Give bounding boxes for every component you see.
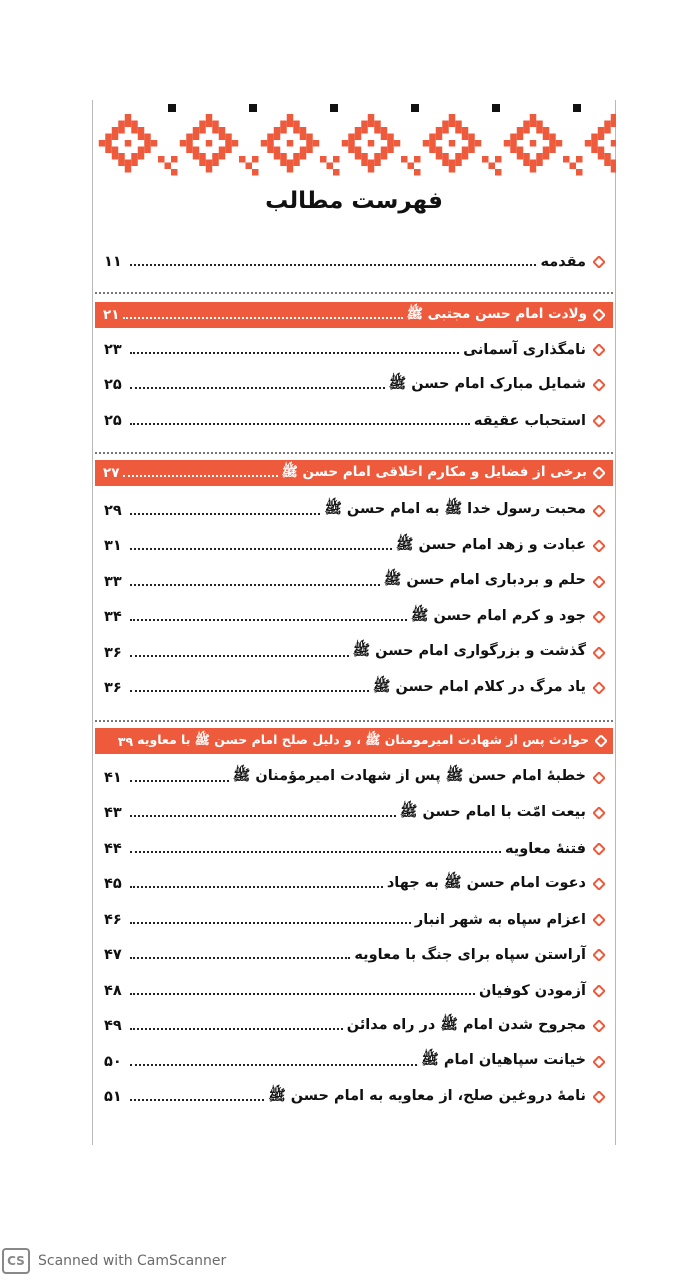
diamond-bullet-icon (593, 309, 605, 321)
diamond-bullet-icon (592, 414, 606, 428)
diamond-bullet-icon (592, 1019, 606, 1033)
toc-row[interactable] (104, 1044, 606, 1080)
leader-dots (130, 264, 536, 266)
toc-label: خطبهٔ امام حسن ﷺ پس از شهادت امیرمؤمنان ﷺ (232, 768, 586, 785)
camscanner-logo-icon: CS (2, 1248, 30, 1274)
toc-row[interactable] (104, 973, 606, 1009)
diamond-bullet-icon (592, 842, 606, 856)
toc-label: نامگذاری آسمانی (463, 341, 586, 358)
leader-dots (130, 619, 407, 621)
toc-row[interactable] (104, 332, 606, 368)
toc-row[interactable] (104, 529, 606, 565)
page-number: ۳۳ (104, 573, 122, 590)
toc-row[interactable] (104, 938, 606, 974)
leader-dots (130, 1028, 343, 1030)
leader-dots (130, 993, 475, 995)
page-number: ۲۵ (104, 412, 122, 429)
toc-row[interactable] (104, 671, 606, 707)
leader-dots (130, 1064, 417, 1066)
diamond-bullet-icon (592, 984, 606, 998)
chevron-accent (158, 156, 178, 176)
leader-dots (130, 886, 383, 888)
diamond-bullet-icon (592, 877, 606, 891)
toc-row[interactable] (104, 368, 606, 404)
diamond-bullet-icon (592, 343, 606, 357)
section-title: برخی از فضایل و مکارم اخلاقی امام حسن ﷺ (281, 464, 587, 480)
page-number: ۳۶ (104, 644, 122, 661)
toc-row[interactable] (104, 564, 606, 600)
leader-dots (130, 423, 470, 425)
toc-row[interactable] (104, 867, 606, 903)
toc-row[interactable] (104, 635, 606, 671)
toc-label: آراستن سپاه برای جنگ با معاویه (354, 947, 586, 964)
toc-row[interactable] (104, 831, 606, 867)
section-1-list (104, 332, 606, 439)
camscanner-watermark (2, 1246, 226, 1276)
diamond-bullet-icon (592, 378, 606, 392)
toc-label: عبادت و زهد امام حسن ﷺ (395, 536, 586, 553)
page-number: ۲۳ (104, 341, 122, 358)
toc-label: بیعت امّت با امام حسن ﷺ (399, 803, 586, 820)
black-square (492, 104, 500, 112)
diamond-bullet-icon (592, 504, 606, 518)
decorative-border (92, 96, 616, 188)
black-square (573, 104, 581, 112)
leader-dots (130, 584, 380, 586)
leader-dots (130, 1099, 264, 1101)
toc-row[interactable] (104, 1080, 606, 1116)
leader-dots (130, 957, 350, 959)
leader-dots (130, 815, 396, 817)
diamond-motif (342, 114, 401, 173)
diamond-motif (585, 114, 616, 173)
page-number: ۴۶ (104, 911, 122, 928)
page-title: فهرست مطالب (265, 188, 443, 214)
diamond-bullet-icon (592, 255, 606, 269)
page-number: ۲۱ (103, 307, 120, 323)
diamond-bullet-icon (592, 806, 606, 820)
chevron-accent (563, 156, 583, 176)
toc-row[interactable] (104, 493, 606, 529)
toc-label: آزمودن کوفیان (478, 982, 586, 999)
page-number: ۲۷ (103, 465, 120, 481)
page-number: ۴۴ (104, 840, 122, 857)
toc-row[interactable] (104, 760, 606, 796)
chevron-accent (401, 156, 421, 176)
section-divider (95, 720, 613, 722)
leader-dots (130, 780, 229, 782)
leader-dots (130, 655, 349, 657)
diamond-bullet-icon (592, 1090, 606, 1104)
page-number: ۵۱ (104, 1089, 122, 1106)
black-square (330, 104, 338, 112)
diamond-motif (504, 114, 563, 173)
section-divider (95, 292, 613, 294)
chevron-accent (482, 156, 502, 176)
diamond-bullet-icon (592, 948, 606, 962)
page-number: ۴۷ (104, 947, 122, 964)
toc-row-intro[interactable] (104, 244, 606, 280)
section-3-list (104, 760, 606, 1115)
black-square (249, 104, 257, 112)
chevron-accent (239, 156, 259, 176)
page-number: ۵۰ (104, 1053, 122, 1070)
leader-dots (130, 922, 411, 924)
page-number: ۴۱ (104, 769, 122, 786)
toc-label: یاد مرگ در کلام امام حسن ﷺ (372, 678, 586, 695)
page-number: ۴۸ (104, 982, 122, 999)
leader-dots (130, 851, 501, 853)
toc-label: فتنهٔ معاویه (504, 840, 586, 857)
diamond-bullet-icon (592, 610, 606, 624)
section-divider (95, 452, 613, 454)
leader-dots (123, 317, 402, 319)
page-number: ۴۵ (104, 876, 122, 893)
toc-label: نامهٔ دروغین صلح، از معاویه به امام حسن ﷺ (268, 1087, 586, 1104)
section-header-3[interactable] (95, 728, 613, 754)
toc-label: اعزام سپاه به شهر انبار (414, 911, 586, 928)
toc-label: خیانت سپاهیان امام ﷺ (421, 1052, 586, 1069)
diamond-bullet-icon (593, 467, 605, 479)
leader-dots (130, 513, 320, 515)
diamond-bullet-icon (595, 735, 607, 747)
chevron-accent (320, 156, 340, 176)
section-2-list (104, 493, 606, 706)
diamond-bullet-icon (592, 646, 606, 660)
page-number: ۳۱ (104, 538, 122, 555)
diamond-motif (261, 114, 320, 173)
page-number: ۲۹ (104, 502, 122, 519)
page-number: ۳۴ (104, 609, 122, 626)
diamond-bullet-icon (592, 681, 606, 695)
diamond-motif (99, 114, 158, 173)
toc-label: محبت رسول خدا ﷺ به امام حسن ﷺ (324, 501, 586, 518)
section-header-1[interactable] (95, 302, 613, 328)
diamond-bullet-icon (592, 539, 606, 553)
toc-label: دعوت امام حسن ﷺ به جهاد (386, 874, 586, 891)
page-number: ۴۳ (104, 805, 122, 822)
watermark-text: Scanned with CamScanner (38, 1253, 227, 1269)
toc-label: مقدمه (540, 253, 586, 270)
toc-label: گذشت و بزرگواری امام حسن ﷺ (352, 643, 586, 660)
leader-dots (130, 352, 459, 354)
toc-row[interactable] (104, 1009, 606, 1045)
black-square (411, 104, 419, 112)
diamond-motif (423, 114, 482, 173)
diamond-bullet-icon (592, 575, 606, 589)
diamond-bullet-icon (592, 1055, 606, 1069)
black-square (168, 104, 176, 112)
diamond-motif (180, 114, 239, 173)
toc-label: مجروح شدن امام ﷺ در راه مدائن (346, 1016, 586, 1033)
intro-list (104, 244, 606, 280)
section-title: ولادت امام حسن مجتبی ﷺ (406, 306, 587, 322)
leader-dots (130, 387, 385, 389)
page-number: ۳۹ (117, 733, 134, 749)
toc-label: استحباب عقیقه (473, 412, 586, 429)
section-header-2[interactable] (95, 460, 613, 486)
toc-label: حلم و بردباری امام حسن ﷺ (383, 572, 586, 589)
toc-label: جود و کرم امام حسن ﷺ (410, 607, 586, 624)
page-number: ۱۱ (104, 253, 122, 270)
toc-row[interactable] (104, 600, 606, 636)
leader-dots (123, 475, 277, 477)
page-number: ۲۵ (104, 377, 122, 394)
leader-dots (130, 690, 369, 692)
section-title: حوادث پس از شهادت امیرمومنان ﷺ ، و دلیل صلح امام حسن ﷺ با معاویه (137, 731, 589, 747)
diamond-bullet-icon (592, 771, 606, 785)
page-number: ۳۶ (104, 680, 122, 697)
page-number: ۴۹ (104, 1018, 122, 1035)
toc-row[interactable] (104, 796, 606, 832)
diamond-bullet-icon (592, 913, 606, 927)
leader-dots (130, 548, 392, 550)
toc-row[interactable] (104, 902, 606, 938)
toc-row[interactable] (104, 403, 606, 439)
toc-label: شمایل مبارک امام حسن ﷺ (388, 375, 586, 392)
